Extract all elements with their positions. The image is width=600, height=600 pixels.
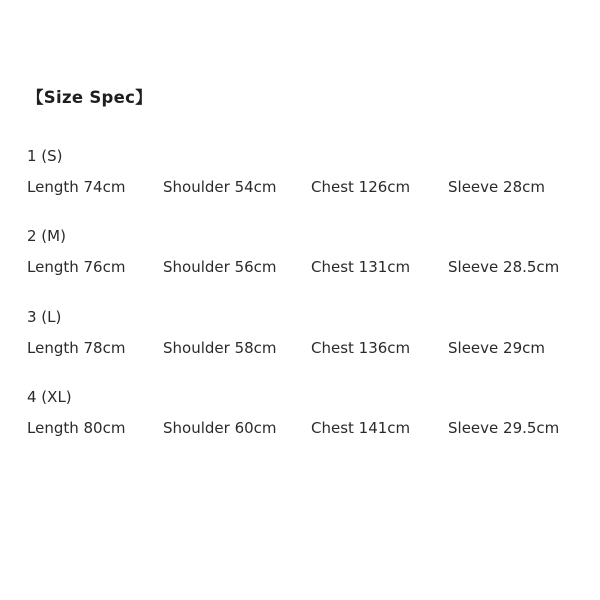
measurement-sleeve: Sleeve 28cm	[448, 177, 545, 196]
measurement-shoulder: Shoulder 58cm	[163, 338, 277, 357]
measurement-shoulder: Shoulder 54cm	[163, 177, 277, 196]
measurement-shoulder: Shoulder 60cm	[163, 419, 277, 438]
size-block-s	[27, 146, 600, 199]
measurement-row	[27, 177, 600, 199]
measurement-row	[27, 418, 600, 440]
measurement-row	[27, 338, 600, 360]
size-label: 1 (S)	[27, 146, 63, 165]
measurement-length: Length 76cm	[27, 258, 126, 277]
measurement-row	[27, 257, 600, 279]
measurement-sleeve: Sleeve 28.5cm	[448, 258, 560, 277]
size-block-l	[27, 307, 600, 360]
size-label: 2 (M)	[27, 227, 66, 246]
measurement-sleeve: Sleeve 29cm	[448, 338, 545, 357]
measurement-length: Length 78cm	[27, 338, 126, 357]
measurement-sleeve: Sleeve 29.5cm	[448, 419, 560, 438]
measurement-shoulder: Shoulder 56cm	[163, 258, 277, 277]
size-block-m	[27, 226, 600, 279]
size-label: 3 (L)	[27, 307, 62, 326]
measurement-chest: Chest 141cm	[311, 419, 411, 438]
page-title: 【Size Spec】	[27, 88, 153, 107]
measurement-chest: Chest 126cm	[311, 177, 411, 196]
measurement-chest: Chest 136cm	[311, 338, 411, 357]
measurement-chest: Chest 131cm	[311, 258, 411, 277]
size-block-xl	[27, 387, 600, 440]
measurement-length: Length 80cm	[27, 419, 126, 438]
size-label: 4 (XL)	[27, 388, 72, 407]
measurement-length: Length 74cm	[27, 177, 126, 196]
